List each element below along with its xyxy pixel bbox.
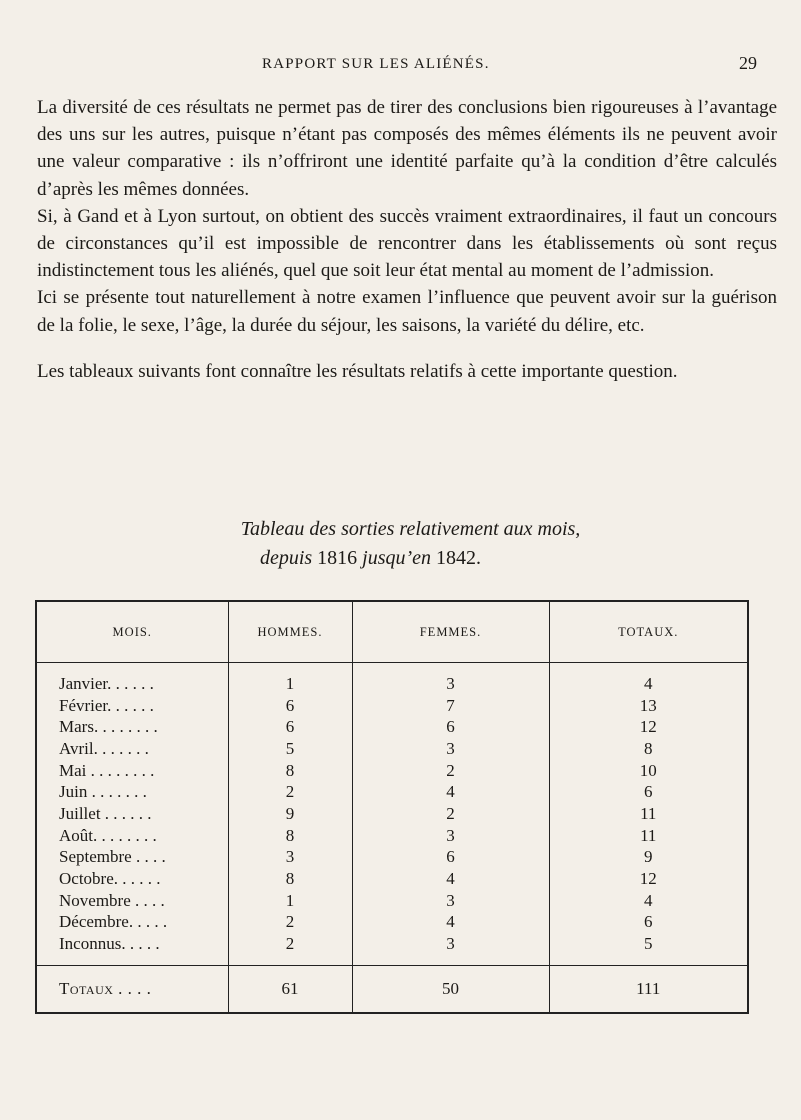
caption-depuis: depuis	[259, 547, 313, 569]
table-row	[36, 663, 748, 695]
cell-femmes: 2	[352, 803, 549, 825]
table-row	[36, 716, 748, 738]
cell-month: Octobre. . . . . .	[36, 868, 228, 890]
caption-year-start: 1816	[317, 547, 358, 569]
cell-totaux: 4	[644, 890, 653, 910]
table-body	[36, 663, 748, 966]
cell-hommes: 1	[228, 663, 352, 695]
cell-femmes: 2	[352, 760, 549, 782]
cell-totaux: 11	[640, 825, 657, 845]
header-mois: MOIS.	[36, 601, 228, 663]
caption-line-1: Tableau des sorties relativement aux mois,	[240, 518, 581, 540]
cell-month: Mars. . . . . . . .	[36, 716, 228, 738]
totals-hommes: 61	[228, 965, 352, 1013]
totals-row	[36, 965, 748, 1013]
cell-totaux: 6	[644, 782, 653, 802]
cell-hommes: 8	[228, 868, 352, 890]
table-row	[36, 781, 748, 803]
table-caption	[0, 515, 801, 573]
cell-hommes: 1	[228, 890, 352, 912]
cell-femmes: 3	[352, 933, 549, 965]
cell-hommes: 2	[228, 933, 352, 965]
cell-femmes: 3	[352, 663, 549, 695]
cell-totaux: 6	[644, 912, 653, 932]
table-row	[36, 738, 748, 760]
cell-totaux: 13	[639, 695, 657, 715]
cell-femmes: 4	[352, 912, 549, 934]
cell-femmes: 4	[352, 868, 549, 890]
table-row	[36, 912, 748, 934]
table-row	[36, 933, 748, 965]
departures-by-month-table	[35, 600, 749, 1014]
page-number: 29	[739, 53, 757, 73]
totals-label: Totaux . . . .	[36, 965, 228, 1013]
cell-hommes: 8	[228, 825, 352, 847]
cell-totaux: 5	[644, 934, 653, 954]
cell-month: Août. . . . . . . .	[36, 825, 228, 847]
cell-femmes: 6	[352, 716, 549, 738]
table-header-row	[36, 601, 748, 663]
cell-month: Janvier. . . . . .	[36, 663, 228, 695]
table-row	[36, 760, 748, 782]
cell-month: Novembre . . . .	[36, 890, 228, 912]
header-hommes: HOMMES.	[228, 601, 352, 663]
cell-hommes: 2	[228, 781, 352, 803]
cell-month: Juin . . . . . . .	[36, 781, 228, 803]
cell-hommes: 2	[228, 912, 352, 934]
cell-month: Février. . . . . .	[36, 695, 228, 717]
cell-totaux: 9	[644, 847, 653, 867]
cell-hommes: 3	[228, 847, 352, 869]
totals-totaux: 111	[549, 965, 748, 1013]
caption-year-end: 1842.	[436, 547, 482, 569]
caption-jusquen: jusqu’en	[362, 547, 432, 569]
cell-totaux: 12	[639, 717, 657, 737]
cell-month: Juillet . . . . . .	[36, 803, 228, 825]
cell-month: Avril. . . . . . .	[36, 738, 228, 760]
table-row	[36, 825, 748, 847]
cell-hommes: 6	[228, 695, 352, 717]
table-row	[36, 695, 748, 717]
table-row	[36, 890, 748, 912]
cell-femmes: 3	[352, 825, 549, 847]
table-row	[36, 803, 748, 825]
paragraph-1: La diversité de ces résultats ne permet pas de tirer des conclusions bien rigoureuses à l’avantage des uns sur les autres, puisque n’étant pas composés des mêmes éléments ils ne peuvent avoir une valeur comparative : ils n’offriront une identité parfaite qu’à la condition d’être calculés d’après les mêmes données.	[37, 97, 777, 200]
totals-femmes: 50	[352, 965, 549, 1013]
cell-femmes: 3	[352, 738, 549, 760]
cell-femmes: 6	[352, 847, 549, 869]
table-row	[36, 847, 748, 869]
header-femmes: FEMMES.	[352, 601, 549, 663]
cell-totaux: 4	[644, 673, 653, 693]
cell-hommes: 5	[228, 738, 352, 760]
cell-totaux: 12	[639, 869, 657, 889]
cell-totaux: 8	[644, 738, 653, 758]
cell-totaux: 11	[640, 803, 657, 823]
cell-month: Mai . . . . . . . .	[36, 760, 228, 782]
paragraph-4: Les tableaux suivants font connaître les résultats relatifs à cette importante question.	[37, 360, 678, 382]
cell-month: Décembre. . . . .	[36, 912, 228, 934]
paragraph-2: Si, à Gand et à Lyon surtout, on obtient des succès vraiment extraordinaires, il faut un concours de circonstances qu’il est impossible de rencontrer dans les établissements où sont reçus indistinctement tous les aliénés, quel que soit leur état mental au moment de l’admission.	[37, 205, 777, 282]
cell-hommes: 6	[228, 716, 352, 738]
cell-femmes: 7	[352, 695, 549, 717]
paragraph-3: Ici se présente tout naturellement à notre examen l’influence que peuvent avoir sur la guérison de la folie, le sexe, l’âge, la durée du séjour, les saisons, la variété du délire, etc.	[37, 287, 777, 336]
header-totaux: TOTAUX.	[549, 601, 748, 663]
cell-femmes: 3	[352, 890, 549, 912]
cell-month: Septembre . . . .	[36, 847, 228, 869]
cell-hommes: 8	[228, 760, 352, 782]
running-head: RAPPORT SUR LES ALIÉNÉS.	[262, 56, 490, 72]
cell-totaux: 10	[639, 760, 657, 780]
table-row	[36, 868, 748, 890]
body-text	[37, 94, 777, 385]
cell-femmes: 4	[352, 781, 549, 803]
cell-hommes: 9	[228, 803, 352, 825]
cell-month: Inconnus. . . . .	[36, 933, 228, 965]
